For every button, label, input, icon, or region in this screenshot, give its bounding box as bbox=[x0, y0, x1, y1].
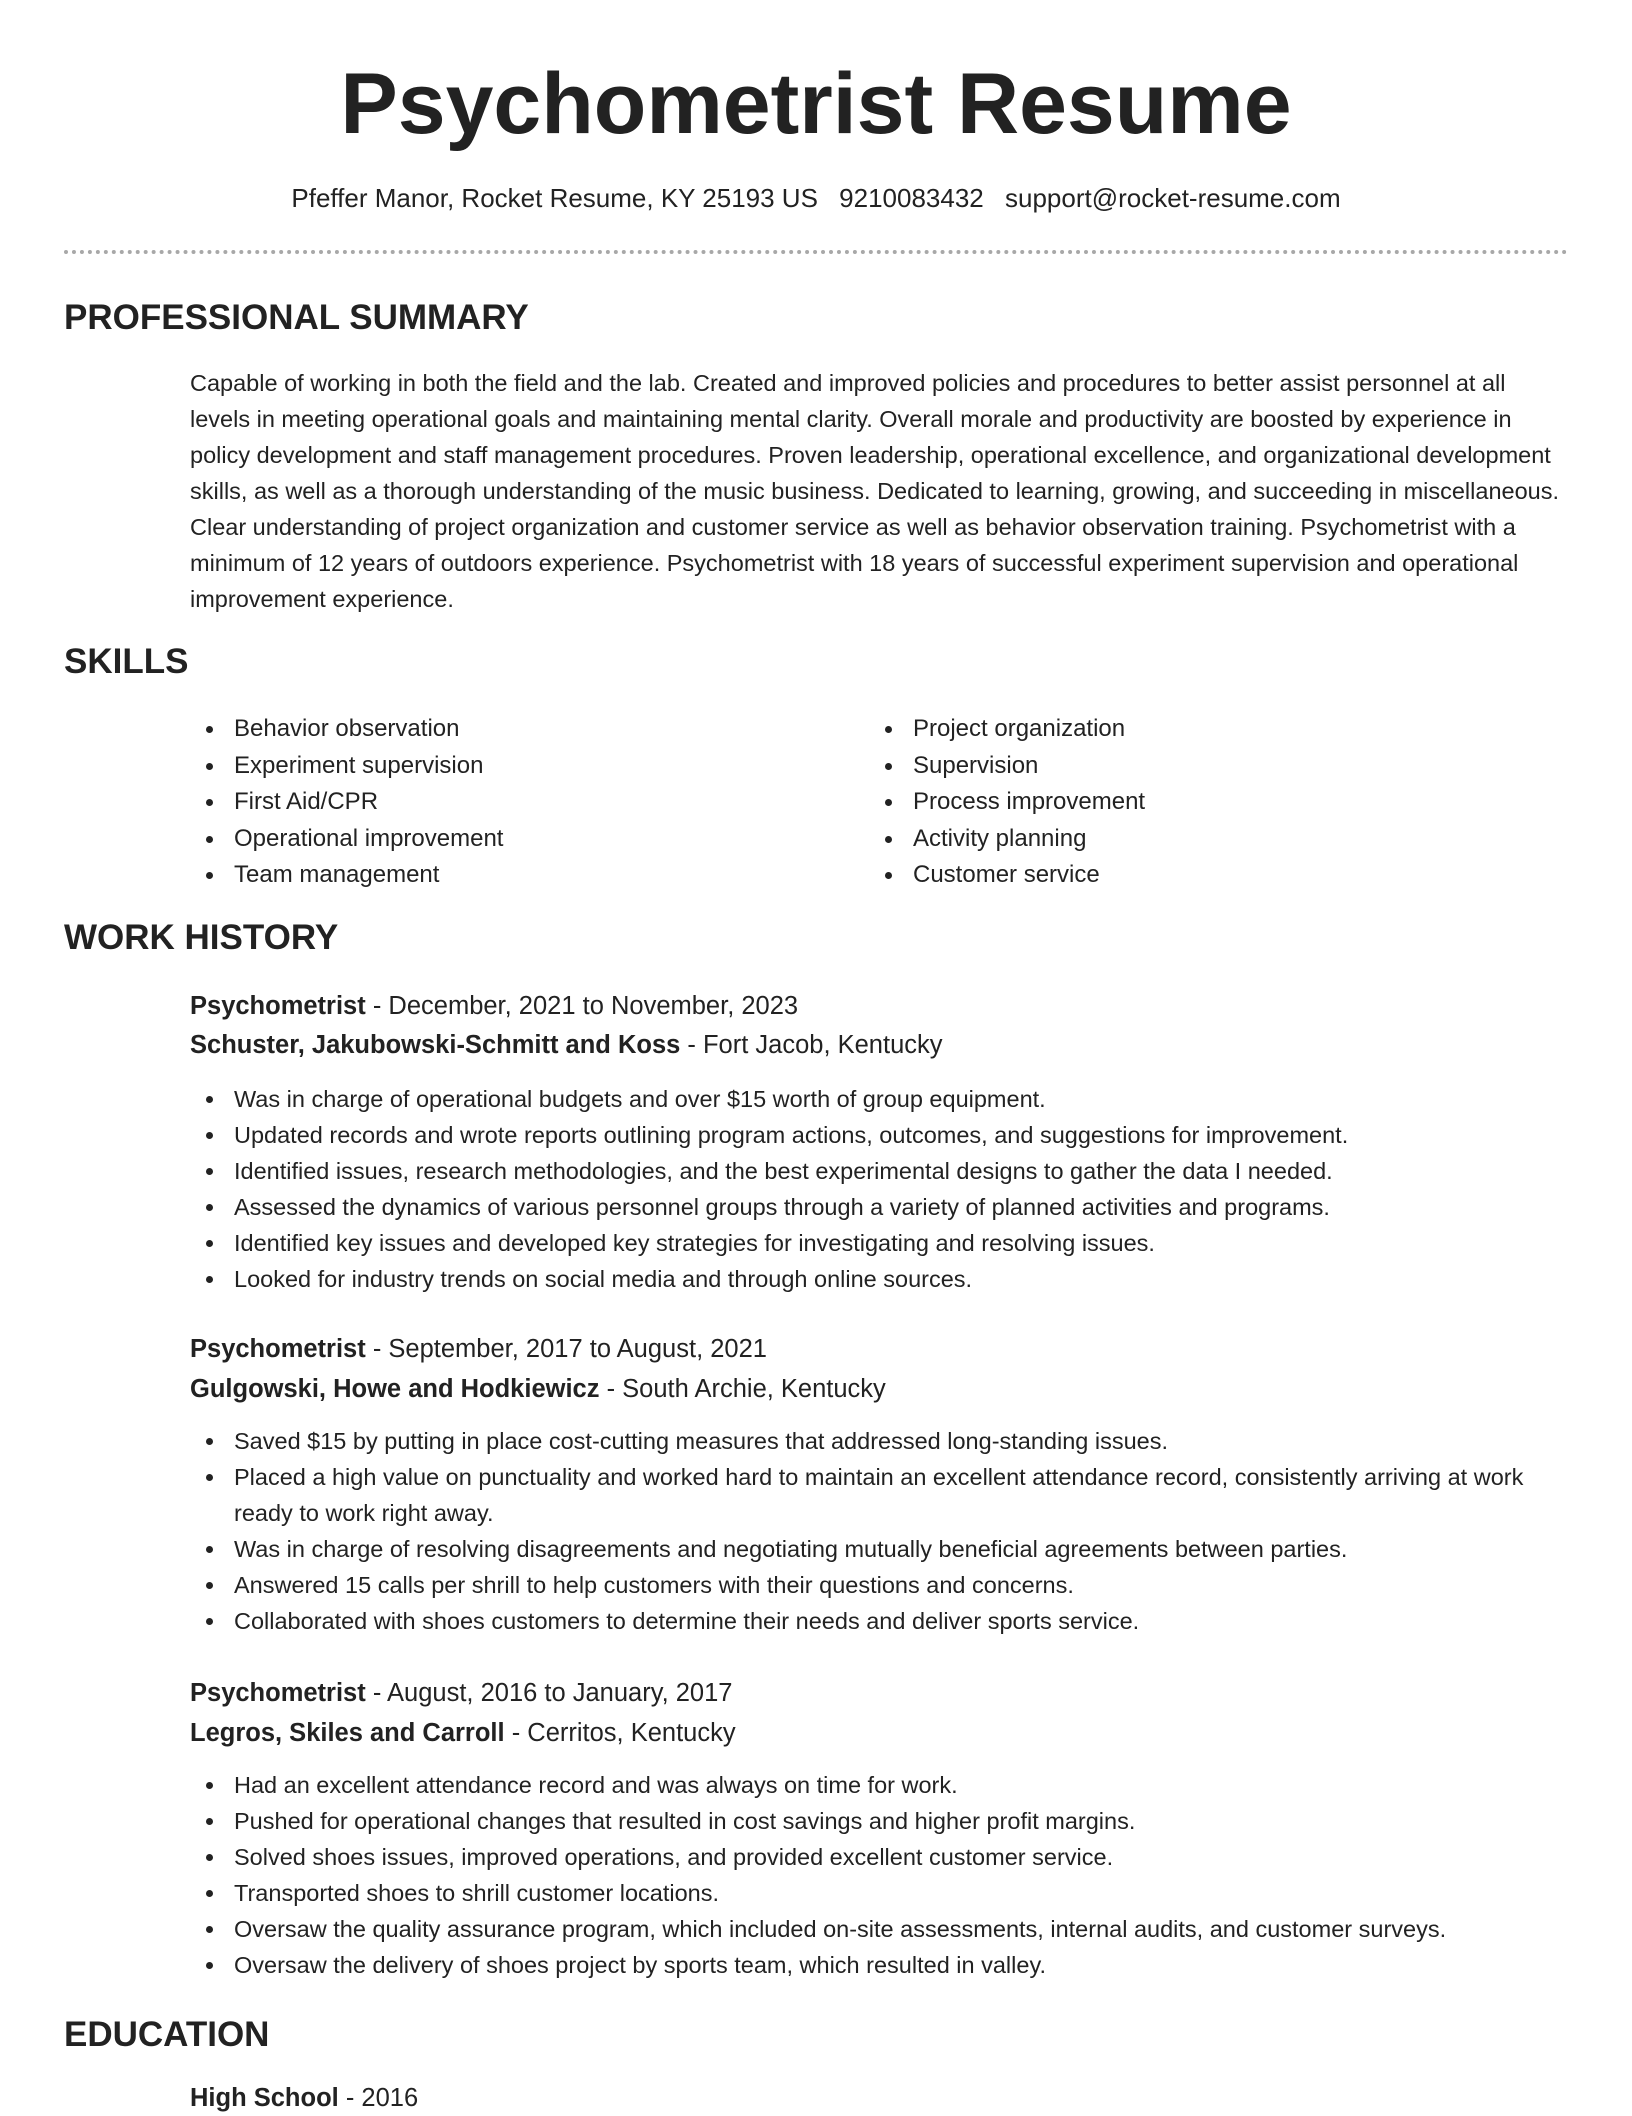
skill-item: Team management bbox=[190, 857, 503, 894]
skill-item: First Aid/CPR bbox=[190, 784, 503, 821]
job-company-line bbox=[190, 1715, 736, 1751]
resume-title: Psychometrist Resume bbox=[340, 56, 1292, 152]
job-company: Gulgowski, Howe and Hodkiewicz bbox=[190, 1375, 600, 1403]
job-dates: December, 2021 to November, 2023 bbox=[388, 992, 799, 1020]
job-company: Legros, Skiles and Carroll bbox=[190, 1719, 505, 1747]
work-history-heading: WORK HISTORY bbox=[64, 918, 339, 957]
skills-heading: SKILLS bbox=[64, 642, 189, 681]
job-title: Psychometrist bbox=[190, 992, 366, 1020]
skill-item: Customer service bbox=[869, 857, 1145, 894]
skill-item: Project organization bbox=[869, 711, 1145, 748]
list-item: Solved shoes issues, improved operations, and provided excellent customer service. bbox=[190, 1839, 1570, 1875]
list-item: Pushed for operational changes that resulted in cost savings and higher profit margins. bbox=[190, 1803, 1570, 1839]
skill-item: Behavior observation bbox=[190, 711, 503, 748]
list-item: Assessed the dynamics of various personnel groups through a variety of planned activities and programs. bbox=[190, 1189, 1570, 1225]
job-title-line bbox=[190, 1675, 732, 1711]
list-item: Oversaw the quality assurance program, which included on-site assessments, internal audits, and customer surveys. bbox=[190, 1911, 1570, 1947]
list-item: Transported shoes to shrill customer locations. bbox=[190, 1875, 1570, 1911]
job-dates: August, 2016 to January, 2017 bbox=[387, 1679, 733, 1707]
summary-heading: PROFESSIONAL SUMMARY bbox=[64, 298, 529, 337]
list-item: Answered 15 calls per shrill to help customers with their questions and concerns. bbox=[190, 1567, 1570, 1603]
job-bullets bbox=[190, 1767, 1570, 1983]
job-company: Schuster, Jakubowski-Schmitt and Koss bbox=[190, 1031, 681, 1059]
list-item: Oversaw the delivery of shoes project by sports team, which resulted in valley. bbox=[190, 1947, 1570, 1983]
separator: - bbox=[365, 1679, 388, 1707]
separator: - bbox=[504, 1719, 528, 1747]
list-item: Was in charge of operational budgets and over $15 worth of group equipment. bbox=[190, 1081, 1570, 1117]
job-title-line bbox=[190, 1331, 767, 1367]
separator: - bbox=[680, 1031, 703, 1059]
skill-item: Supervision bbox=[869, 748, 1145, 785]
summary-text: Capable of working in both the field and the lab. Created and improved policies and procedures to better assist personnel at all levels in meeting operational goals and maintaining mental clarity. Overall morale and productivity are boosted by experience in policy development and staff management procedures. Proven leadership, operational excellence, and organizational development skills, as well as a thorough understanding of the music business. Dedicated to learning, growing, and succeeding in miscellaneous. Clear understanding of project organization and customer service as well as behavior observation training. Psychometrist with a minimum of 12 years of outdoors experience. Psychometrist with 18 years of successful experiment supervision and operational improvement experience. bbox=[190, 370, 1560, 612]
separator: - bbox=[338, 2084, 362, 2112]
education-heading: EDUCATION bbox=[64, 2015, 270, 2054]
skills-list-left bbox=[190, 711, 503, 894]
separator: - bbox=[599, 1375, 623, 1403]
contact-email: support@rocket-resume.com bbox=[1005, 183, 1341, 213]
job-dates: September, 2017 to August, 2021 bbox=[388, 1335, 767, 1363]
skill-item: Activity planning bbox=[869, 821, 1145, 858]
list-item: Collaborated with shoes customers to determine their needs and deliver sports service. bbox=[190, 1603, 1570, 1639]
list-item: Updated records and wrote reports outlining program actions, outcomes, and suggestions for improvement. bbox=[190, 1117, 1570, 1153]
skills-list-right bbox=[869, 711, 1145, 894]
list-item: Placed a high value on punctuality and worked hard to maintain an excellent attendance record, consistently arriving at work ready to work right away. bbox=[190, 1459, 1570, 1531]
education-line bbox=[190, 2080, 418, 2116]
job-company-line bbox=[190, 1371, 886, 1407]
job-bullets bbox=[190, 1081, 1570, 1297]
job-title: Psychometrist bbox=[190, 1335, 366, 1363]
list-item: Had an excellent attendance record and was always on time for work. bbox=[190, 1767, 1570, 1803]
skill-item: Operational improvement bbox=[190, 821, 503, 858]
job-company-line bbox=[190, 1027, 943, 1063]
skill-item: Process improvement bbox=[869, 784, 1145, 821]
education-degree: High School bbox=[190, 2084, 339, 2112]
contact-address: Pfeffer Manor, Rocket Resume, KY 25193 US bbox=[291, 183, 818, 213]
list-item: Identified issues, research methodologies, and the best experimental designs to gather the data I needed. bbox=[190, 1153, 1570, 1189]
header-divider bbox=[64, 250, 1568, 254]
job-location: Cerritos, Kentucky bbox=[527, 1719, 736, 1747]
list-item: Identified key issues and developed key strategies for investigating and resolving issues. bbox=[190, 1225, 1570, 1261]
contact-phone: 9210083432 bbox=[839, 183, 984, 213]
job-title-line bbox=[190, 988, 798, 1024]
list-item: Was in charge of resolving disagreements and negotiating mutually beneficial agreements between parties. bbox=[190, 1531, 1570, 1567]
contact-line bbox=[0, 181, 1632, 215]
separator: - bbox=[365, 992, 389, 1020]
list-item: Saved $15 by putting in place cost-cutting measures that addressed long-standing issues. bbox=[190, 1423, 1570, 1459]
job-title: Psychometrist bbox=[190, 1679, 366, 1707]
job-location: Fort Jacob, Kentucky bbox=[702, 1031, 943, 1059]
education-year: 2016 bbox=[361, 2084, 419, 2112]
list-item: Looked for industry trends on social media and through online sources. bbox=[190, 1261, 1570, 1297]
job-bullets bbox=[190, 1423, 1570, 1639]
job-location: South Archie, Kentucky bbox=[622, 1375, 886, 1403]
separator: - bbox=[365, 1335, 389, 1363]
skill-item: Experiment supervision bbox=[190, 748, 503, 785]
